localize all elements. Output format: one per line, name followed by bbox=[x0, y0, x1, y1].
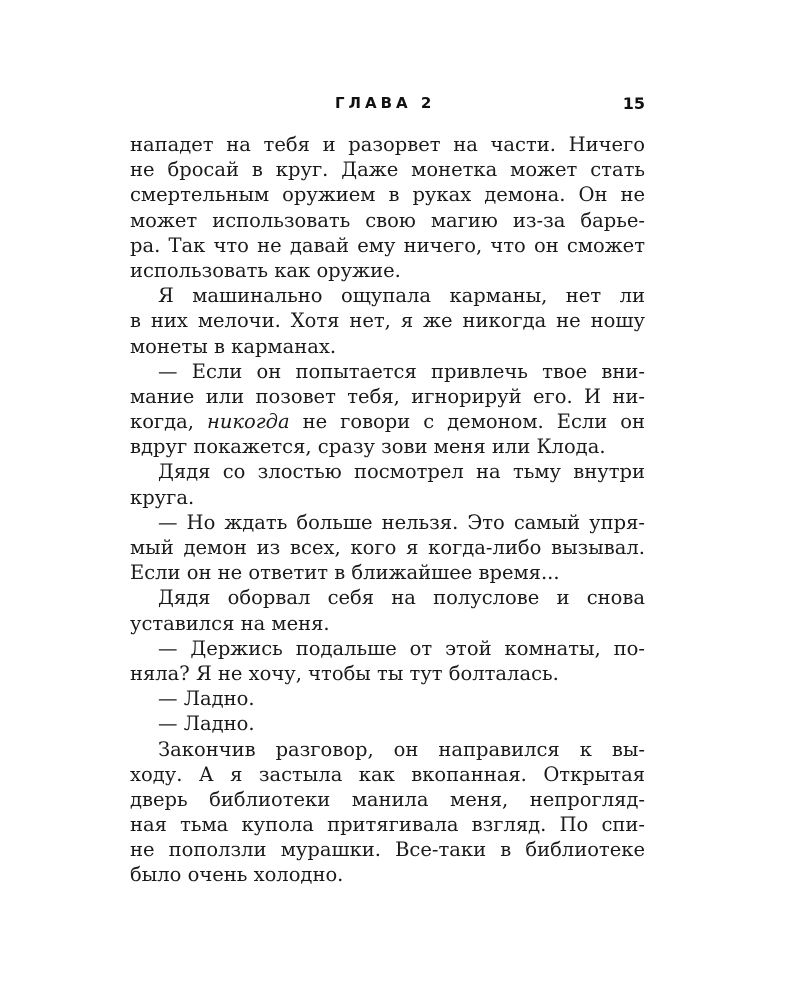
text-line: использовать как оружие. bbox=[130, 258, 401, 282]
text-line: — Но ждать больше нельзя. Это самый упря- bbox=[158, 510, 645, 534]
text-line: не поползли мурашки. Все-таки в библиотеке bbox=[130, 838, 645, 862]
text-line: Я машинально ощупала карманы, нет ли bbox=[158, 284, 645, 308]
text-line: — Держись подальше от этой комнаты, по- bbox=[158, 636, 645, 660]
body-text bbox=[130, 132, 645, 888]
text-line bbox=[130, 409, 645, 434]
text-line: может использовать свою магию из-за барье- bbox=[130, 208, 645, 232]
page-number: 15 bbox=[622, 94, 645, 113]
text-line: нападет на тебя и разорвет на части. Ничего bbox=[130, 133, 645, 156]
text-line: круга. bbox=[130, 485, 195, 509]
text-line: мый демон из всех, кого я когда-либо вызывал. bbox=[130, 536, 645, 559]
text-line: ная тьма купола притягивала взгляд. По спи- bbox=[130, 813, 645, 837]
text-line: дверь библиотеки манила меня, непрогляд- bbox=[130, 787, 645, 811]
text-line: мание или позовет тебя, игнорируй его. И ни- bbox=[130, 384, 645, 408]
text-line: Дядя оборвал себя на полуслове и снова bbox=[158, 586, 645, 610]
text-line: — Ладно. bbox=[158, 687, 255, 711]
text-line: ходу. А я застыла как вкопанная. Открытая bbox=[130, 762, 645, 786]
italic-emphasis: никогда bbox=[206, 410, 290, 434]
book-page bbox=[130, 92, 645, 888]
text-line: Дядя со злостью посмотрел на тьму внутри bbox=[158, 460, 645, 484]
text-line: ра. Так что не давай ему ничего, что он сможет bbox=[130, 233, 645, 257]
text-line: — Если он попытается привлечь твое вни- bbox=[158, 359, 645, 383]
text-line: в них мелочи. Хотя нет, я же никогда не ношу bbox=[130, 309, 645, 333]
text-line: вдруг покажется, сразу зови меня или Клода. bbox=[130, 435, 606, 459]
text-line: Если он не ответит в ближайшее время... bbox=[130, 561, 560, 585]
text-segment: когда, bbox=[130, 410, 207, 434]
text-line: монеты в карманах. bbox=[130, 334, 337, 358]
text-line: няла? Я не хочу, чтобы ты тут болталась. bbox=[130, 661, 559, 685]
text-segment: не говори с демоном. Если он bbox=[289, 410, 645, 434]
text-line: Закончив разговор, он направился к вы- bbox=[158, 737, 645, 761]
text-line: уставился на меня. bbox=[130, 611, 330, 635]
text-line: было очень холодно. bbox=[130, 863, 344, 887]
text-line: — Ладно. bbox=[158, 712, 255, 736]
text-line: не бросай в круг. Даже монетка может стать bbox=[130, 158, 645, 182]
text-line: смертельным оружием в руках демона. Он не bbox=[130, 183, 645, 207]
chapter-title: ГЛАВА 2 bbox=[335, 94, 436, 112]
running-head bbox=[130, 92, 645, 116]
